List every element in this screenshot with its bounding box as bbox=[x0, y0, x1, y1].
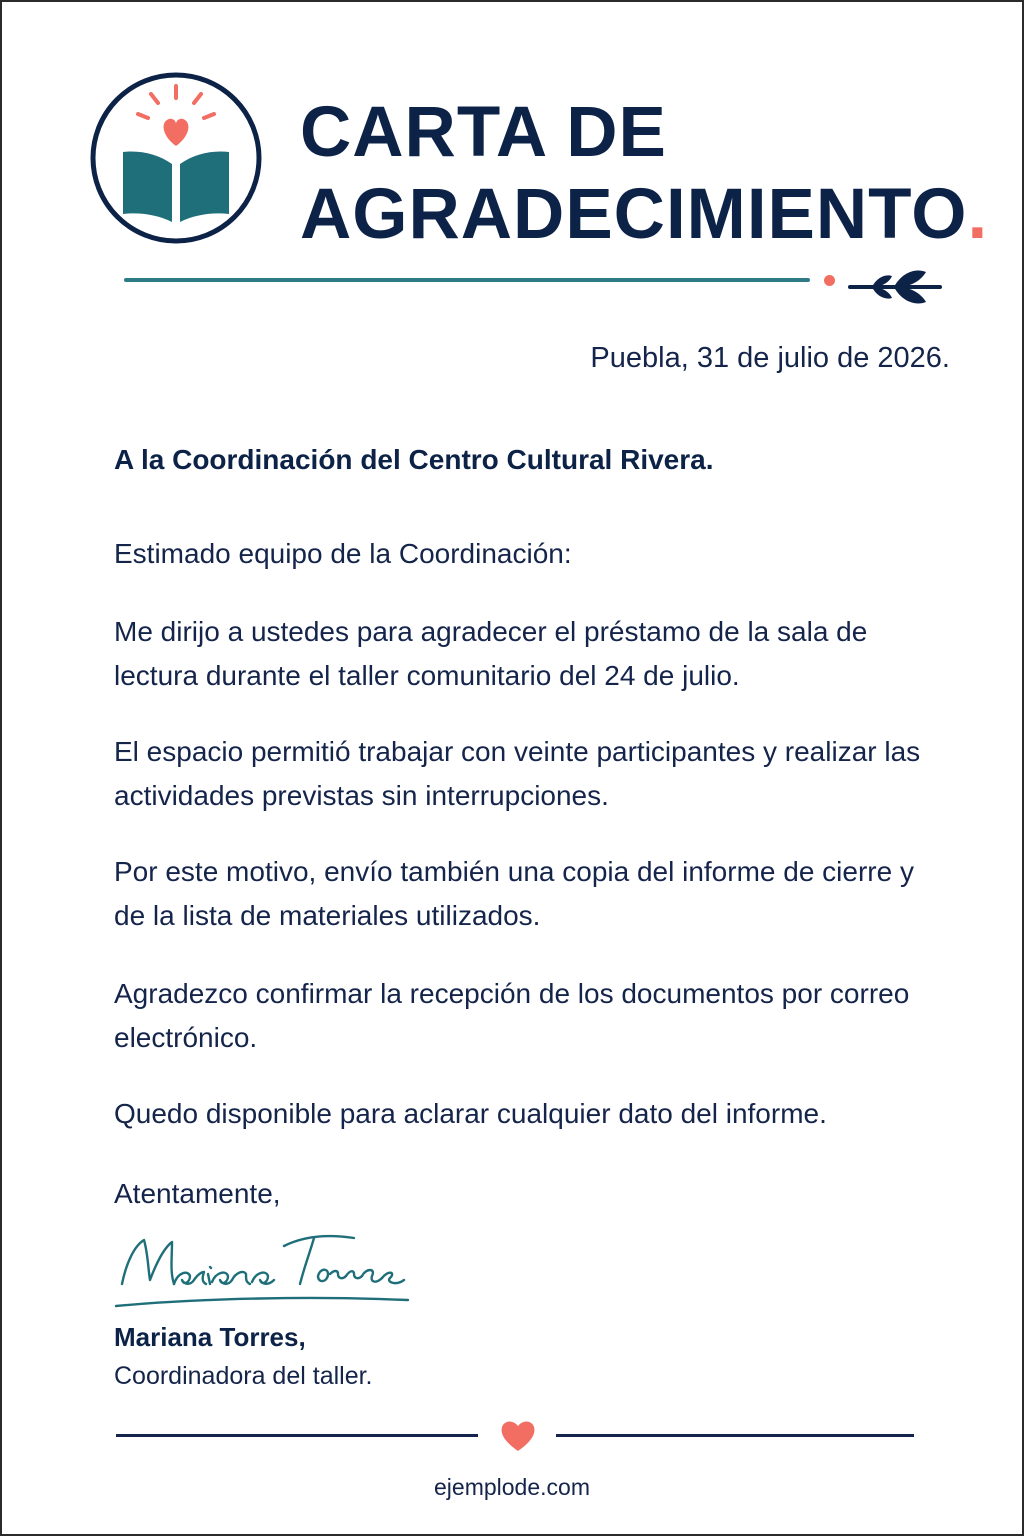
letter-date: Puebla, 31 de julio de 2026. bbox=[590, 342, 950, 374]
leaf-sprig-icon bbox=[844, 264, 944, 310]
closing: Atentamente, bbox=[114, 1178, 281, 1209]
footer-website: ejemplode.com bbox=[434, 1474, 590, 1500]
handwritten-signature bbox=[114, 1224, 414, 1310]
open-book-heart-logo-icon bbox=[90, 64, 262, 248]
divider-dot bbox=[824, 275, 835, 286]
greeting: Estimado equipo de la Coordinación: bbox=[114, 538, 572, 569]
paragraph-5: Quedo disponible para aclarar cualquier dato del informe. bbox=[114, 1098, 827, 1129]
paragraph-1: Me dirijo a ustedes para agradecer el préstamo de la sala de lectura durante el taller comunitario del 24 de julio. bbox=[114, 616, 868, 691]
title-line-2: AGRADECIMIENTO bbox=[300, 175, 968, 254]
letter-title bbox=[300, 92, 988, 256]
signer-name: Mariana Torres, bbox=[114, 1322, 306, 1352]
paragraph-4: Agradezco confirmar la recepción de los documentos por correo electrónico. bbox=[114, 978, 910, 1053]
heart-icon bbox=[499, 1418, 537, 1454]
paragraph-3: Por este motivo, envío también una copia del informe de cierre y de la lista de materiales utilizados. bbox=[114, 856, 914, 931]
title-dot: . bbox=[967, 175, 989, 254]
title-line-1: CARTA DE bbox=[300, 93, 667, 172]
header-divider bbox=[124, 278, 810, 282]
recipient-line: A la Coordinación del Centro Cultural Rivera. bbox=[114, 444, 714, 475]
paragraph-2: El espacio permitió trabajar con veinte participantes y realizar las actividades previstas sin interrupciones. bbox=[114, 736, 921, 811]
signer-role: Coordinadora del taller. bbox=[114, 1362, 373, 1390]
footer-divider-left bbox=[116, 1434, 478, 1437]
footer-divider-right bbox=[556, 1434, 914, 1437]
